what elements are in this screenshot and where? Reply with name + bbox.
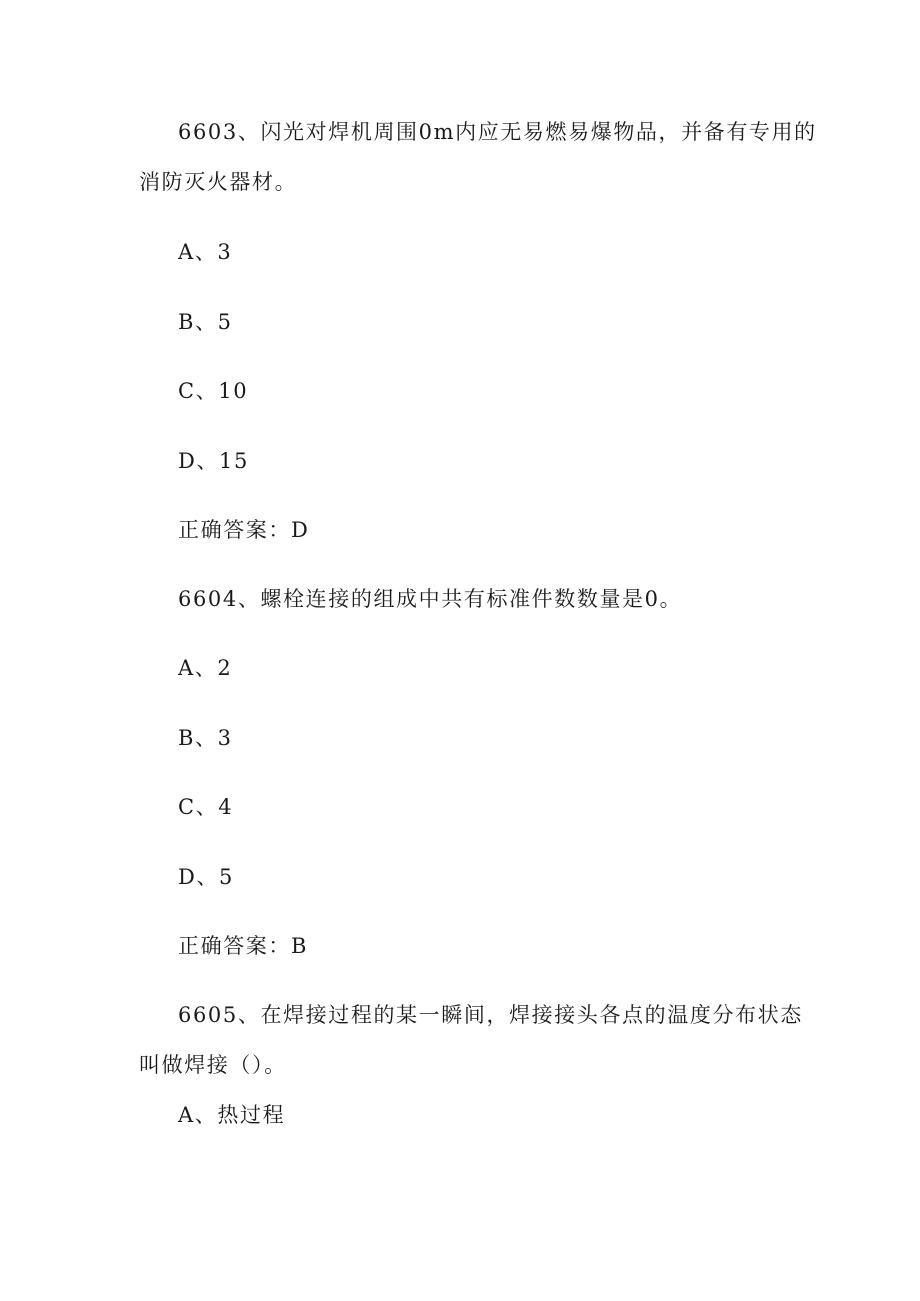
- question-6604-option-b: B、3: [178, 726, 233, 750]
- question-6604-answer: 正确答案：B: [178, 934, 309, 958]
- question-6604-text-line1: 6604、螺栓连接的组成中共有标准件数数量是0。: [178, 587, 683, 611]
- question-6603-option-a: A、3: [178, 240, 233, 264]
- question-6603-option-c: C、10: [178, 379, 249, 403]
- question-6603-answer: 正确答案：D: [178, 518, 310, 542]
- question-6604-option-d: D、5: [178, 865, 234, 889]
- question-6604-option-c: C、4: [178, 795, 234, 819]
- question-6603-option-d: D、15: [178, 449, 249, 473]
- question-6603-text-line2: 消防灭火器材。: [139, 170, 298, 194]
- question-6605-text-line1: 6605、在焊接过程的某一瞬间，焊接接头各点的温度分布状态: [178, 1003, 803, 1027]
- question-6603-text-line1: 6603、闪光对焊机周围0m内应无易燃易爆物品，并备有专用的: [178, 120, 817, 144]
- question-6605-option-a: A、热过程: [178, 1103, 286, 1127]
- question-6604-option-a: A、2: [178, 656, 233, 680]
- question-6605-text-line2: 叫做焊接（）。: [139, 1053, 287, 1077]
- question-6603-option-b: B、5: [178, 310, 233, 334]
